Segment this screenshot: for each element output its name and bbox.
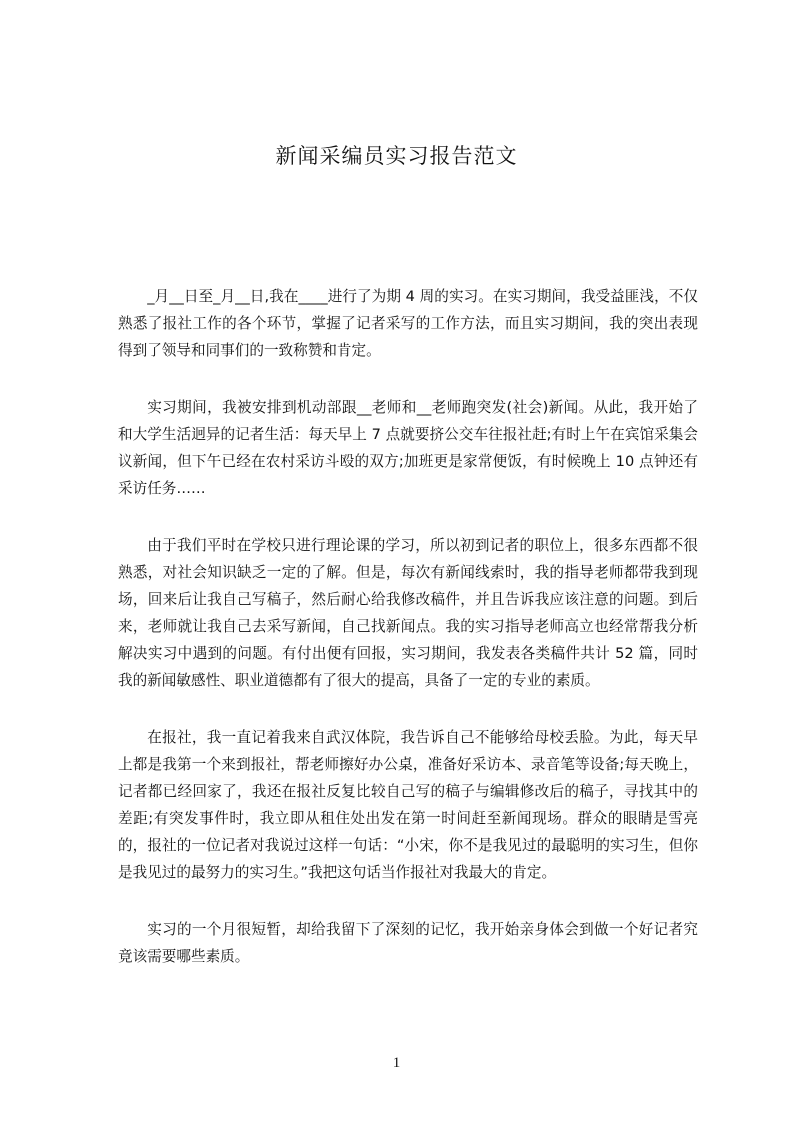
paragraph-5: 实习的一个月很短暂，却给我留下了深刻的记忆，我开始亲身体会到做一个好记者究竟该需要哪些素质。 <box>118 921 698 965</box>
paragraph-2: 实习期间，我被安排到机动部跟__老师和__老师跑突发(社会)新闻。从此，我开始了和大学生活迥异的记者生活：每天早上 7 点就要挤公交车往报社赶;有时上午在宾馆采集会议新闻，但下午已经在农村采访斗殴的双方;加班更是家常便饭，有时候晚上 10 点钟还有采访任务…… <box>118 399 698 497</box>
document-title: 新闻采编员实习报告范文 <box>275 144 518 168</box>
document-body <box>118 283 698 1000</box>
paragraph-3: 由于我们平时在学校只进行理论课的学习，所以初到记者的职位上，很多东西都不很熟悉，对社会知识缺乏一定的了解。但是，每次有新闻线索时，我的指导老师都带我到现场，回来后让我自己写稿子，然后耐心给我修改稿件，并且告诉我应该注意的问题。到后来，老师就让我自己去采写新闻，自己找新闻点。我的实习指导老师高立也经常帮我分析解决实习中遇到的问题。有付出便有回报，实习期间，我发表各类稿件共计 52 篇，同时我的新闻敏感性、职业道德都有了很大的提高，具备了一定的专业的素质。 <box>118 537 698 689</box>
page-number: 1 <box>392 1055 401 1071</box>
paragraph-4: 在报社，我一直记着我来自武汉体院，我告诉自己不能够给母校丢脸。为此，每天早上都是我第一个来到报社，帮老师擦好办公桌，准备好采访本、录音笔等设备;每天晚上，记者都已经回家了，我还在报社反复比较自己写的稿子与编辑修改后的稿子，寻找其中的差距;有突发事件时，我立即从租住处出发在第一时间赶至新闻现场。群众的眼睛是雪亮的，报社的一位记者对我说过这样一句话：“小宋，你不是我见过的最聪明的实习生，但你是我见过的最努力的实习生。”我把这句话当作报社对我最大的肯定。 <box>118 729 698 881</box>
paragraph-1: _月__日至_月__日,我在____进行了为期 4 周的实习。在实习期间，我受益匪浅，不仅熟悉了报社工作的各个环节，掌握了记者采写的工作方法，而且实习期间，我的突出表现得到了领导和同事们的一致称赞和肯定。 <box>118 288 698 359</box>
